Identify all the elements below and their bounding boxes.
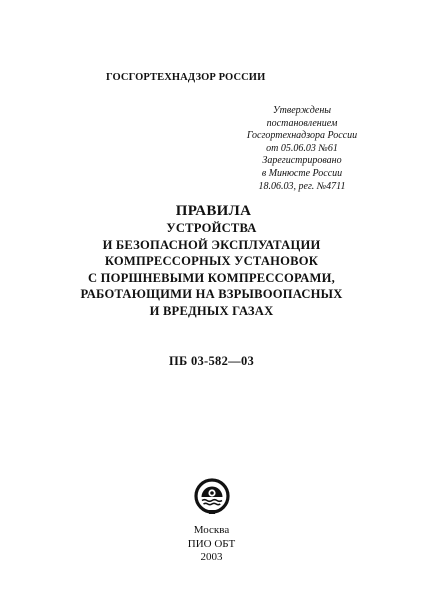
publisher-block	[0, 524, 423, 565]
title-line: РАБОТАЮЩИМИ НА ВЗРЫВООПАСНЫХ	[80, 287, 343, 301]
approval-line: 18.06.03, рег. №4711	[258, 180, 346, 192]
approval-line: Зарегистрировано	[262, 155, 342, 167]
approval-note	[227, 105, 377, 193]
title-line: КОМПРЕССОРНЫХ УСТАНОВОК	[104, 254, 319, 268]
approval-line: Госгортехнадзора России	[246, 130, 358, 142]
document-title	[0, 203, 423, 319]
document-code: ПБ 03-582—03	[168, 354, 255, 368]
agency-name: ГОСГОРТЕХНАДЗОР РОССИИ	[106, 72, 266, 83]
approval-line: постановлением	[266, 117, 338, 129]
title-line: УСТРОЙСТВА	[166, 221, 257, 235]
publisher-name: ПИО ОБТ	[187, 537, 236, 550]
title-main: ПРАВИЛА	[175, 203, 252, 219]
approval-line: в Минюсте России	[261, 167, 343, 179]
publisher-city: Москва	[193, 524, 230, 536]
approval-line: от 05.06.03 №61	[266, 142, 338, 154]
approval-line: Утверждены	[272, 105, 332, 116]
publisher-emblem-icon	[194, 477, 230, 515]
publisher-year: 2003	[200, 551, 223, 563]
title-line: С ПОРШНЕВЫМИ КОМПРЕССОРАМИ,	[88, 270, 335, 285]
title-line: И ВРЕДНЫХ ГАЗАХ	[149, 303, 274, 318]
title-line: И БЕЗОПАСНОЙ ЭКСПЛУАТАЦИИ	[102, 237, 321, 252]
